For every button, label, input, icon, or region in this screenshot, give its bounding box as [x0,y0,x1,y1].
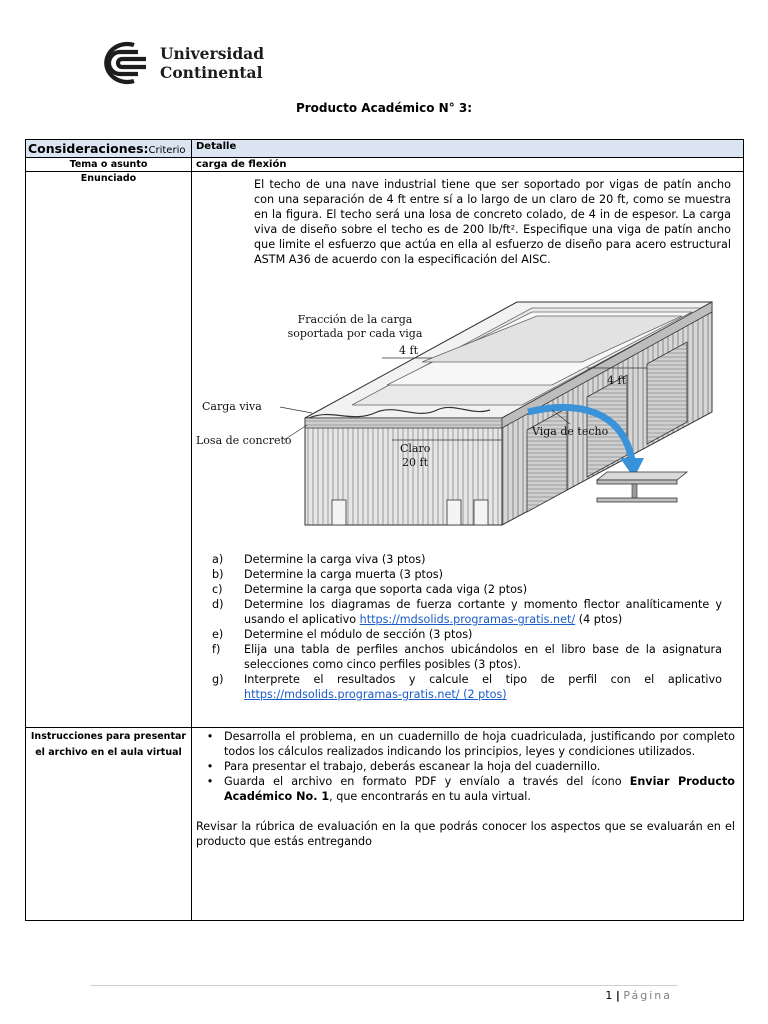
link-url: https://mdsolids.programas-gratis.net/ [244,688,460,701]
statement-row [26,172,744,728]
statement-cell [192,172,744,728]
front-door [447,500,461,525]
bullet-text-bold: Enviar Producto Académico No. 1 [224,775,735,803]
bullet-dot-icon: • [206,730,214,743]
instruction-bullet [196,729,739,759]
question-item [212,642,722,672]
question-list [212,552,722,702]
fraction-label-2: soportada por cada viga [287,327,423,340]
span-value-label: 20 ft [402,456,428,469]
instructions-label [26,728,192,921]
question-item [212,627,722,642]
question-item [212,567,722,582]
question-text-with-link [244,597,722,627]
table-header-row [26,140,744,158]
question-text: Determine el módulo de sección (3 ptos) [244,628,473,641]
instructions-label-line-1: Instrucciones para presentar [30,731,187,742]
span-label: Claro [400,442,431,455]
slab-edge [305,418,502,428]
question-letter: a) [212,553,224,566]
front-door [332,500,346,525]
concrete-slab-label: Losa de concreto [196,434,292,447]
question-letter: e) [212,628,224,641]
instructions-row [26,728,744,921]
question-item [212,597,722,627]
bullet-text: Para presentar el trabajo, deberás escanear la hoja del cuadernillo. [224,760,601,773]
question-text: Determine la carga viva (3 ptos) [244,553,426,566]
statement-text: El techo de una nave industrial tiene que ser soportado por vigas de patín ancho con una separación de 4 ft entre sí a lo largo de un claro de 20 ft, como se muestra en la figura. El techo será una losa de concreto colado, de 4 in de espesor. La carga viva de diseño sobre el techo es de 200 lb/ft². Especifique una viga de patín ancho que limite el esfuerzo que actúa en ella al esfuerzo de diseño para acero estructural ASTM A36 de acuerdo con la especificación del AISC. [254,178,731,266]
topic-value: carga de flexión [192,158,744,172]
link-points: (2 ptos) [459,688,507,701]
page-label: Página [623,989,672,1002]
logo-line-2: Continental [160,63,263,82]
university-logo [90,40,265,86]
question-letter: c) [212,583,223,596]
footer-divider [90,985,678,986]
beam-flange [597,480,677,484]
topic-label: Tema o asunto [26,158,192,172]
criteria-header-small: Criterio [148,145,186,156]
front-door [474,500,488,525]
fraction-label-1: Fracción de la carga [297,313,413,326]
logo-text [160,44,264,82]
logo-line-1: Universidad [160,44,265,63]
product-table [25,139,744,921]
bullet-text-pre: Guarda el archivo en formato PDF y envíalo a través del ícono [224,775,630,788]
question-letter: d) [212,598,224,611]
continental-logo-icon [90,40,154,86]
wide-flange-beam [597,472,687,480]
mdsolids-link[interactable]: https://mdsolids.programas-gratis.net/ [359,613,576,626]
bullet-dot-icon: • [206,760,214,773]
beam-flange [597,498,677,502]
footer-separator: | [615,989,620,1002]
bullet-text-rich [224,774,735,804]
spacing-label-right: 4 ft [607,374,626,387]
leader-line [280,407,312,413]
criteria-header [26,140,192,158]
question-letter: b) [212,568,224,581]
instruction-bullet [196,759,739,774]
document-title: Producto Académico N° 3: [295,101,473,115]
question-points: (4 ptos) [578,613,623,626]
statement-label: Enunciado [26,172,192,728]
question-item [212,672,722,702]
industrial-building-figure [192,300,732,538]
criteria-header-main: Consideraciones: [28,141,149,156]
question-text: Elija una tabla de perfiles anchos ubicándolos en el libro base de la asignatura selecciones como cinco perfiles posibles (3 ptos). [244,643,722,671]
beam-web [632,484,637,498]
instructions-cell [192,728,744,921]
bullet-text-post: , que encontrarás en tu aula virtual. [329,790,531,803]
spacing-label-left: 4 ft [399,344,418,357]
question-text: Determine los diagramas de fuerza cortante y momento flector analíticamente y usando el aplicativo [244,598,722,626]
question-letter: f) [212,643,221,656]
question-text-with-link [244,672,722,702]
rubric-note: Revisar la rúbrica de evaluación en la que podrás conocer los aspectos que se evaluarán en el producto que estás entregando [196,820,735,848]
bullet-text: Desarrolla el problema, en un cuadernillo de hoja cuadriculada, justificando por completo todos los cálculos realizados indicando los principios, leyes y condiciones utilizados. [224,730,735,758]
question-text: Determine la carga que soporta cada viga (2 ptos) [244,583,528,596]
question-letter: g) [212,673,224,686]
question-text: Determine la carga muerta (3 ptos) [244,568,443,581]
live-load-label: Carga viva [202,400,262,413]
question-item [212,552,722,567]
detail-header: Detalle [192,140,744,158]
question-text: Interprete el resultados y calcule el tipo de perfil con el aplicativo [244,673,722,686]
instructions-label-line-2: el archivo en el aula virtual [35,747,182,758]
instruction-bullet [196,774,739,804]
question-item [212,582,722,597]
bullet-dot-icon: • [206,775,214,788]
page-number: 1 [605,989,613,1002]
mdsolids-link-points[interactable] [244,688,507,701]
roof-beam-label: Viga de techo [532,425,609,438]
page-footer [605,989,672,1002]
topic-row [26,158,744,172]
